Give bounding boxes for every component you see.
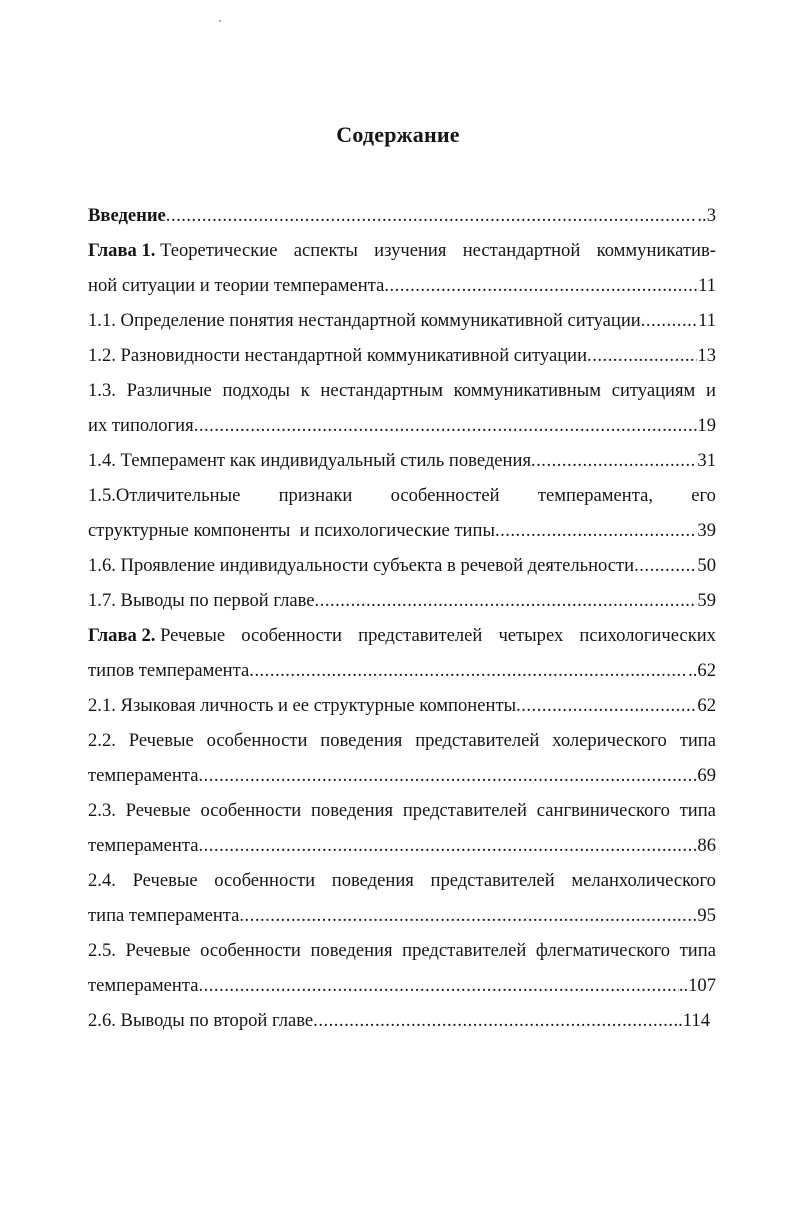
toc-entry-section-1-2[interactable] (88, 338, 716, 373)
toc-entry-section-2-2-line-1[interactable] (88, 723, 716, 758)
toc-label: темперамента (88, 835, 199, 856)
toc-entry-section-2-4-line-1[interactable] (88, 863, 716, 898)
toc-entry-chapter-2-line-1[interactable] (88, 618, 716, 653)
toc-label: типа темперамента (88, 905, 240, 926)
toc-label: Введение (88, 205, 166, 226)
toc-entry-chapter-1-line-1[interactable] (88, 233, 716, 268)
toc-page-number: 86 (697, 835, 716, 856)
toc-label: темперамента (88, 975, 199, 996)
toc-entry-section-1-5-line-1[interactable] (88, 478, 716, 513)
toc-entry-section-2-2-line-2[interactable] (88, 758, 716, 793)
word: поведения (310, 940, 393, 961)
toc-chapter-heading (88, 618, 225, 653)
word: аспекты (293, 240, 358, 261)
word: Речевые (132, 870, 198, 891)
toc-page-number: 11 (698, 310, 716, 331)
word: коммуникатив- (596, 240, 716, 261)
toc-page-number: 62 (697, 695, 716, 716)
toc-entry-section-1-1[interactable] (88, 303, 716, 338)
word: Различные (126, 380, 212, 401)
chapter-prefix: Глава 2. (88, 625, 156, 646)
word: поведения (331, 870, 414, 891)
leader-dots (198, 968, 678, 1003)
toc-entry-section-1-5-line-2[interactable] (88, 513, 716, 548)
word: подходы (222, 380, 290, 401)
table-of-contents (88, 198, 716, 1038)
toc-page-number: 95 (697, 905, 716, 926)
word: флегматического (535, 940, 671, 961)
toc-page-number: 59 (697, 590, 716, 611)
toc-page-number: ..114 (673, 1010, 710, 1031)
toc-entry-section-2-6[interactable] (88, 1003, 710, 1038)
word: типа (679, 940, 716, 961)
word: Речевые (160, 625, 226, 646)
leader-dots (634, 548, 697, 583)
word: представителей (402, 940, 527, 961)
word: особенности (206, 730, 308, 751)
chapter-prefix: Глава 1. (88, 240, 156, 261)
toc-entry-section-2-5-line-1[interactable] (88, 933, 716, 968)
page-title: Содержание (336, 122, 460, 147)
word: представителей (415, 730, 540, 751)
leader-dots (641, 303, 698, 338)
leader-dots (198, 758, 697, 793)
leader-dots (315, 583, 698, 618)
word: типа (679, 730, 716, 751)
toc-entry-section-1-7[interactable] (88, 583, 716, 618)
toc-page-number: 11 (698, 275, 716, 296)
toc-entry-section-2-5-line-2[interactable] (88, 968, 716, 1003)
toc-entry-section-2-3-line-1[interactable] (88, 793, 716, 828)
toc-label: 2.6. Выводы по второй главе (88, 1010, 314, 1031)
toc-label: структурные компоненты и психологические типы (88, 520, 495, 541)
toc-label: 1.1. Определение понятия нестандартной коммуникативной ситуации (88, 310, 641, 331)
word: 2.5. (88, 940, 116, 961)
leader-dots (313, 1003, 673, 1038)
toc-page-number: 50 (697, 555, 716, 576)
toc-entry-section-1-3-line-2[interactable] (88, 408, 716, 443)
word: Речевые (128, 730, 194, 751)
word: поведения (310, 800, 394, 821)
toc-label: ной ситуации и теории темперамента (88, 275, 385, 296)
leader-dots (198, 828, 697, 863)
toc-entry-section-2-1[interactable] (88, 688, 716, 723)
word: нестандартной (462, 240, 581, 261)
word: особенности (200, 940, 301, 961)
leader-dots (239, 898, 697, 933)
toc-entry-chapter-1-line-2[interactable] (88, 268, 716, 303)
word: Речевые (125, 940, 191, 961)
toc-entry-chapter-2-line-2[interactable] (88, 653, 716, 688)
toc-label: типов темперамента (88, 660, 250, 681)
toc-entry-section-2-3-line-2[interactable] (88, 828, 716, 863)
scan-speck (219, 20, 221, 22)
word: ситуациям (611, 380, 696, 401)
toc-page-number: 69 (697, 765, 716, 786)
word: нестандартным (320, 380, 443, 401)
toc-page-number: 13 (697, 345, 716, 366)
word: 2.4. (88, 870, 116, 891)
toc-label: 1.2. Разновидности нестандартной коммуникативной ситуации (88, 345, 588, 366)
word: Теоретические (160, 240, 278, 261)
toc-entry-section-1-6[interactable] (88, 548, 716, 583)
leader-dots (166, 198, 698, 233)
word: 1.3. (88, 380, 116, 401)
leader-dots (384, 268, 698, 303)
word: Речевые (125, 800, 191, 821)
toc-label: 2.1. Языковая личность и ее структурные компоненты (88, 695, 517, 716)
leader-dots (249, 653, 688, 688)
toc-page-number: ..62 (688, 660, 716, 681)
word: особенностей (390, 485, 500, 506)
word: особенности (200, 800, 302, 821)
toc-chapter-heading (88, 233, 277, 268)
word: 2.2. (88, 730, 116, 751)
word: представителей (430, 870, 555, 891)
toc-entry-section-1-3-line-1[interactable] (88, 373, 716, 408)
toc-label: 1.6. Проявление индивидуальности субъекта в речевой деятельности (88, 555, 635, 576)
word: типа (679, 800, 716, 821)
toc-page-number: 31 (697, 450, 716, 471)
toc-entry-introduction[interactable] (88, 198, 716, 233)
word: 2.3. (88, 800, 116, 821)
word: признаки (278, 485, 353, 506)
word: сангвинического (536, 800, 670, 821)
word: представителей (402, 800, 528, 821)
toc-label: их типология (88, 415, 194, 436)
word: особенности (241, 625, 342, 646)
word: меланхолического (571, 870, 716, 891)
word: и (706, 380, 716, 401)
toc-label: 1.7. Выводы по первой главе (88, 590, 315, 611)
word: 1.5.Отличительные (88, 485, 241, 506)
word: четырех (498, 625, 564, 646)
toc-entry-section-2-4-line-2[interactable] (88, 898, 716, 933)
toc-label: темперамента (88, 765, 199, 786)
leader-dots (495, 513, 697, 548)
word: психологических (579, 625, 716, 646)
toc-entry-section-1-4[interactable] (88, 443, 716, 478)
word: поведения (320, 730, 403, 751)
leader-dots (531, 443, 697, 478)
word: коммуникативным (453, 380, 602, 401)
word: особенности (214, 870, 316, 891)
leader-dots (516, 688, 697, 723)
word: темперамента, (537, 485, 653, 506)
leader-dots (587, 338, 697, 373)
toc-page-number: 19 (697, 415, 716, 436)
toc-label: 1.4. Темперамент как индивидуальный стиль поведения (88, 450, 531, 471)
word: изучения (374, 240, 447, 261)
toc-page-number: 39 (697, 520, 716, 541)
word: его (691, 485, 716, 506)
leader-dots (194, 408, 698, 443)
toc-page-number: ..3 (697, 205, 716, 226)
word: представителей (358, 625, 483, 646)
word: холерического (552, 730, 667, 751)
word: к (300, 380, 310, 401)
toc-page-number: ..107 (678, 975, 716, 996)
